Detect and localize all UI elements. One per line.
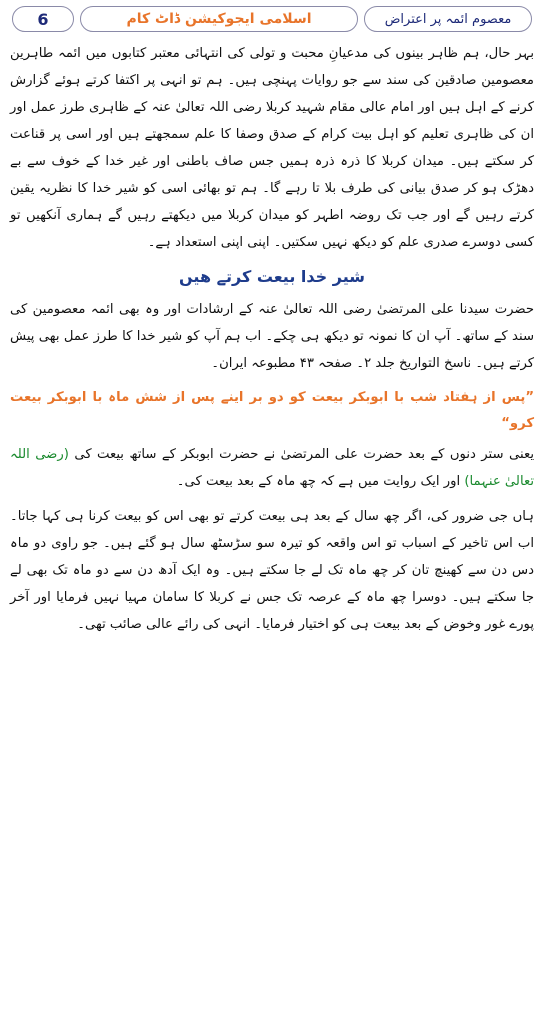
section-heading: شیر خدا بیعت کرتے ھیں bbox=[179, 267, 365, 286]
book-title-badge bbox=[364, 6, 532, 32]
paragraph-3-end: اور ایک روایت میں ہے کہ چھ ماہ کے بعد بیعت کی۔ bbox=[176, 474, 465, 489]
paragraph-1: بہر حال، ہم ظاہر بینوں کی مدعیانِ محبت و تولی کی انتہائی معتبر کتابوں میں ائمہ طاہرین معصومین صادقین کی سند سے جو روایات پہنچی ہیں۔ ہم تو انہی پر اکتفا کرتے ہوئے گزارش کرنے کے اہل ہیں اور امام عالی مقام شہید کربلا رضی اللہ تعالیٰ عنہ کے ظاہری طرز عمل اور ان کی ظاہری تعلیم کو اہل بیت کرام کے صدق وصفا کا علم سمجھتے ہیں اور اسی پر قناعت کر سکتے ہیں۔ میدان کربلا کا ذرہ ذرہ ہمیں جس صاف باطنی اور غیر خدا کے خوف سے بے دھڑک ہو کر صدق بیانی کی طرف بلا تا رہے گا۔ ہم تو بھائی اسی کو شیر خدا کا نظریہ یقین کرتے رہیں گے اور جب تک روضہ اطہر کو میدان کربلا میں دیکھتے رہیں گے ہماری آنکھیں تو کسی دوسرے صدری علم کو دیکھ نہیں سکتیں۔ اپنی اپنی استعداد ہے۔ bbox=[10, 46, 534, 250]
paragraph-4: ہاں جی ضرور کی، اگر چھ سال کے بعد ہی بیعت کرتے تو بھی اس کو بیعت کرنا ہی کہا جاتا۔ اب اس تاخیر کے اسباب تو اس واقعہ کو تیرہ سو سڑسٹھ سال ہو گئے ہیں۔ جو راوی دو ماہ دس دن سے کھینچ تان کر چھ ماہ تک لے جا سکتے ہیں۔ وہ ایک آدھ دن سے دو ماہ تک بھی لے جا سکتے ہیں۔ دوسرا چھ ماہ کے عرصہ تک جس نے کربلا کا سامان مہیا نہیں فرمایا اور آخر پورے غور وخوض کے بعد بیعت ہی کو اختیار فرمایا۔ انہی کی رائے عالی صائب تھی۔ bbox=[10, 509, 534, 632]
page-number: 6 bbox=[37, 9, 49, 29]
book-title: معصوم ائمہ پر اعتراض bbox=[384, 11, 512, 27]
site-name-badge bbox=[80, 6, 358, 32]
paragraph-2: حضرت سیدنا علی المرتضیٰ رضی اللہ تعالیٰ عنہ کے ارشادات اور وہ بھی ائمہ معصومین کی سند کے ساتھ۔ آپ ان کا نمونہ تو دیکھ ہی چکے۔ اب ہم آپ کو شیر خدا کا طرز عمل بھی پیش کرتے ہیں۔ ناسخ التواریخ جلد ۲۔ صفحہ ۴۳ مطبوعہ ایران۔ bbox=[10, 302, 534, 371]
page-body bbox=[10, 40, 535, 632]
honorific: (رضی اللہ تعالیٰ عنہما) bbox=[10, 447, 534, 489]
paragraph-3-start: یعنی ستر دنوں کے بعد حضرت علی المرتضیٰ نے حضرت ابوبکر کے ساتھ بیعت کی bbox=[68, 447, 535, 462]
paragraph-3 bbox=[10, 441, 534, 495]
persian-quote: ”پس از ہفتاد شب با ابوبکر بیعت کو دو بر اینے پس از شش ماہ با ابوبکر بیعت کرو“ bbox=[10, 390, 534, 431]
page-header bbox=[8, 6, 536, 34]
site-name: اسلامی ایجوکیشن ڈاٹ کام bbox=[126, 11, 312, 27]
page-number-badge bbox=[12, 6, 74, 32]
